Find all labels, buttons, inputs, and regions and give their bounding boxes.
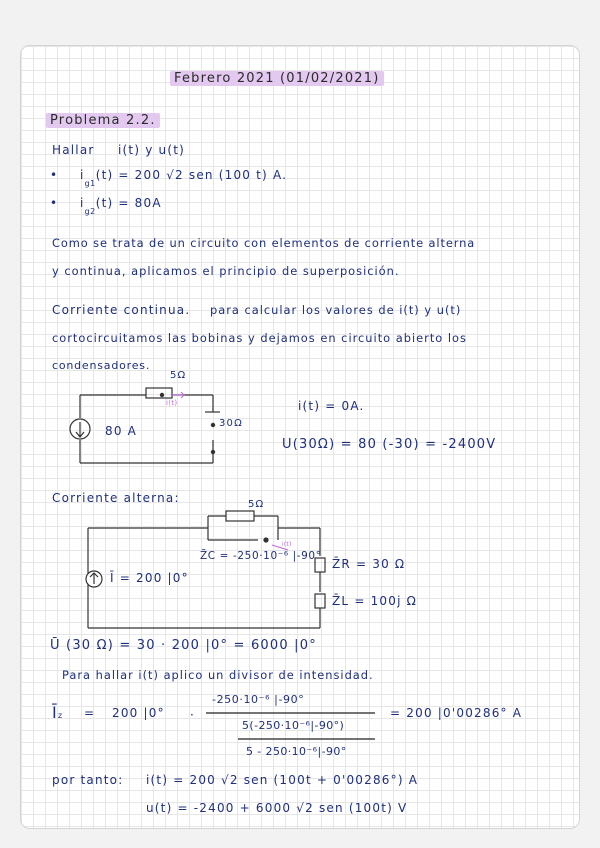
dc-r2-label: 30Ω	[219, 418, 243, 429]
ac-current-label: i(t)	[282, 541, 292, 548]
bullet-icon: •	[50, 196, 59, 210]
dc-current-label: i(t)	[166, 399, 178, 407]
fraction-inner-denominator: 5 - 250·10⁻⁶|-90°	[246, 745, 347, 758]
multiply-dot: ·	[190, 708, 196, 722]
final-u: u(t) = -2400 + 6000 √2 sen (100t) V	[146, 801, 408, 815]
ac-r1-label: 5Ω	[248, 499, 265, 510]
ac-heading: Corriente alterna:	[52, 491, 180, 505]
ac-zl-label: Z̄L = 100j Ω	[332, 594, 418, 608]
final-i: i(t) = 200 √2 sen (100t + 0'00286°) A	[146, 773, 419, 787]
dc-line-3: condensadores.	[52, 359, 151, 372]
page-title: Febrero 2021 (01/02/2021)	[170, 71, 384, 86]
intro-line-1: Como se trata de un circuito con elementos de corriente alterna	[52, 236, 476, 250]
dc-heading: Corriente continua.	[52, 303, 191, 317]
ac-zr-label: Z̄R = 30 Ω	[332, 557, 406, 571]
dc-result-u: U(30Ω) = 80 (-30) = -2400V	[282, 437, 497, 452]
dc-line-2: cortocircuitamos las bobinas y dejamos en circuito abierto los	[52, 331, 467, 345]
intro-line-2: y continua, aplicamos el principio de superposición.	[52, 264, 400, 278]
dc-circuit	[70, 388, 220, 463]
ac-zc-label: Z̄C = -250·10⁻⁶ |-90°	[200, 550, 322, 562]
dc-source-label: 80 A	[105, 424, 138, 438]
bullet-icon: •	[50, 168, 59, 182]
iz-result: = 200 |0'00286° A	[390, 706, 523, 720]
fraction-numerator: -250·10⁻⁶ |-90°	[212, 693, 305, 706]
dc-r1-label: 5Ω	[170, 370, 187, 381]
hallar-label: Hallar	[52, 143, 95, 157]
ac-u-line: Ū (30 Ω) = 30 · 200 |0° = 6000 |0°	[50, 638, 317, 653]
ac-divider-text: Para hallar i(t) aplico un divisor de intensidad.	[62, 668, 374, 682]
targets-label: i(t) y u(t)	[118, 143, 186, 157]
problem-label: Problema 2.2.	[46, 113, 160, 128]
ac-source-label: Ī = 200 |0°	[110, 571, 189, 585]
iz-equals: =	[84, 706, 96, 720]
por-tanto-label: por tanto:	[52, 773, 124, 787]
ig2-label: $i_{g2}(t) = 80A$	[80, 196, 162, 216]
fraction-inner-numerator: 5(-250·10⁻⁶|-90°)	[242, 719, 345, 732]
iz-symbol: Īz	[52, 703, 63, 722]
ac-circuit	[86, 511, 325, 628]
ig1-label: $i_{g1}(t) = 200$ √2 sen (100 t) A.	[80, 168, 288, 188]
dc-result-i: i(t) = 0A.	[298, 399, 365, 413]
iz-magnitude: 200 |0°	[112, 706, 165, 720]
dc-text-1: para calcular los valores de i(t) y u(t)	[210, 303, 462, 317]
